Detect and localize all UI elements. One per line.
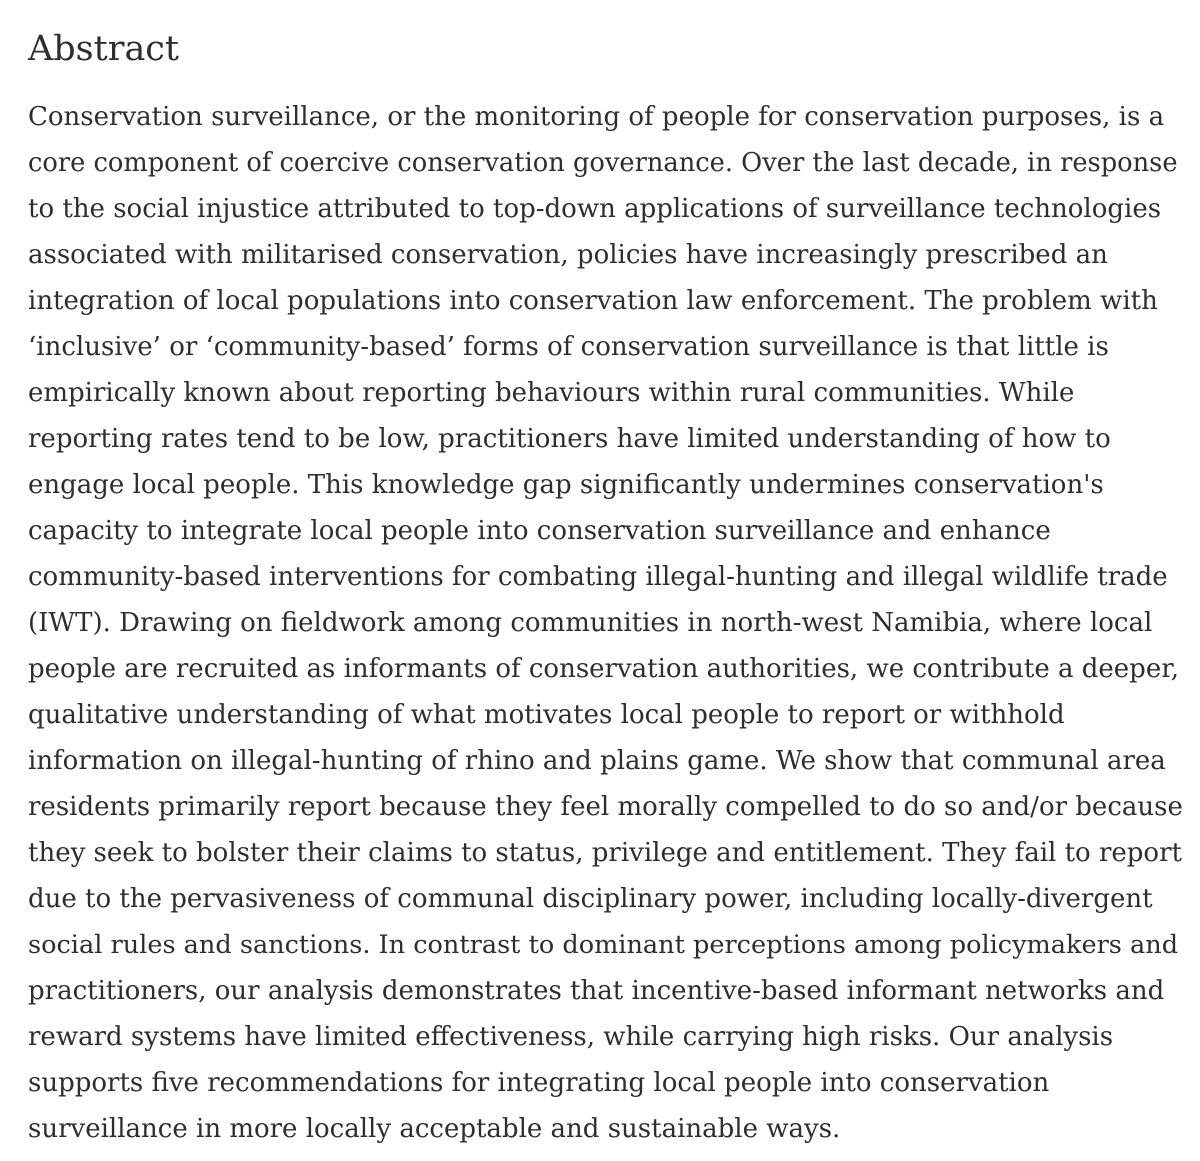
abstract-line: information on illegal-hunting of rhino and plains game. We show that communal area <box>28 746 1166 776</box>
abstract-line: supports five recommendations for integrating local people into conservation <box>28 1068 1050 1098</box>
abstract-line: integration of local populations into conservation law enforcement. The problem with <box>28 286 1158 316</box>
abstract-line: (IWT). Drawing on fieldwork among communities in north-west Namibia, where local <box>28 608 1153 638</box>
abstract-line: community-based interventions for combating illegal-hunting and illegal wildlife trade <box>28 562 1168 592</box>
abstract-body <box>28 94 1184 1152</box>
abstract-line: to the social injustice attributed to top-down applications of surveillance technologies <box>28 194 1162 224</box>
abstract-line: ‘inclusive’ or ‘community-based’ forms of conservation surveillance is that little is <box>28 332 1109 362</box>
abstract-line: associated with militarised conservation, policies have increasingly prescribed an <box>28 240 1108 270</box>
abstract-line: capacity to integrate local people into conservation surveillance and enhance <box>28 516 1051 546</box>
abstract-line: Conservation surveillance, or the monitoring of people for conservation purposes, is a <box>28 102 1165 132</box>
abstract-line: engage local people. This knowledge gap significantly undermines conservation's <box>28 470 1104 500</box>
abstract-line: reporting rates tend to be low, practitioners have limited understanding of how to <box>28 424 1111 454</box>
abstract-line: residents primarily report because they feel morally compelled to do so and/or because <box>28 792 1183 822</box>
abstract-line: reward systems have limited effectiveness, while carrying high risks. Our analysis <box>28 1022 1114 1052</box>
abstract-line: practitioners, our analysis demonstrates that incentive-based informant networks and <box>28 976 1165 1006</box>
abstract-line: due to the pervasiveness of communal disciplinary power, including locally-divergent <box>28 884 1153 914</box>
abstract-line: qualitative understanding of what motivates local people to report or withhold <box>28 700 1065 730</box>
abstract-heading: Abstract <box>28 29 179 69</box>
abstract-line: social rules and sanctions. In contrast to dominant perceptions among policymakers and <box>28 930 1179 960</box>
abstract-line: they seek to bolster their claims to status, privilege and entitlement. They fail to report <box>28 838 1182 868</box>
abstract-line: surveillance in more locally acceptable and sustainable ways. <box>28 1114 841 1144</box>
abstract-line: empirically known about reporting behaviours within rural communities. While <box>28 378 1075 408</box>
abstract-section <box>28 24 1184 1152</box>
abstract-line: people are recruited as informants of conservation authorities, we contribute a deeper, <box>28 654 1180 684</box>
abstract-line: core component of coercive conservation governance. Over the last decade, in response <box>28 148 1178 178</box>
